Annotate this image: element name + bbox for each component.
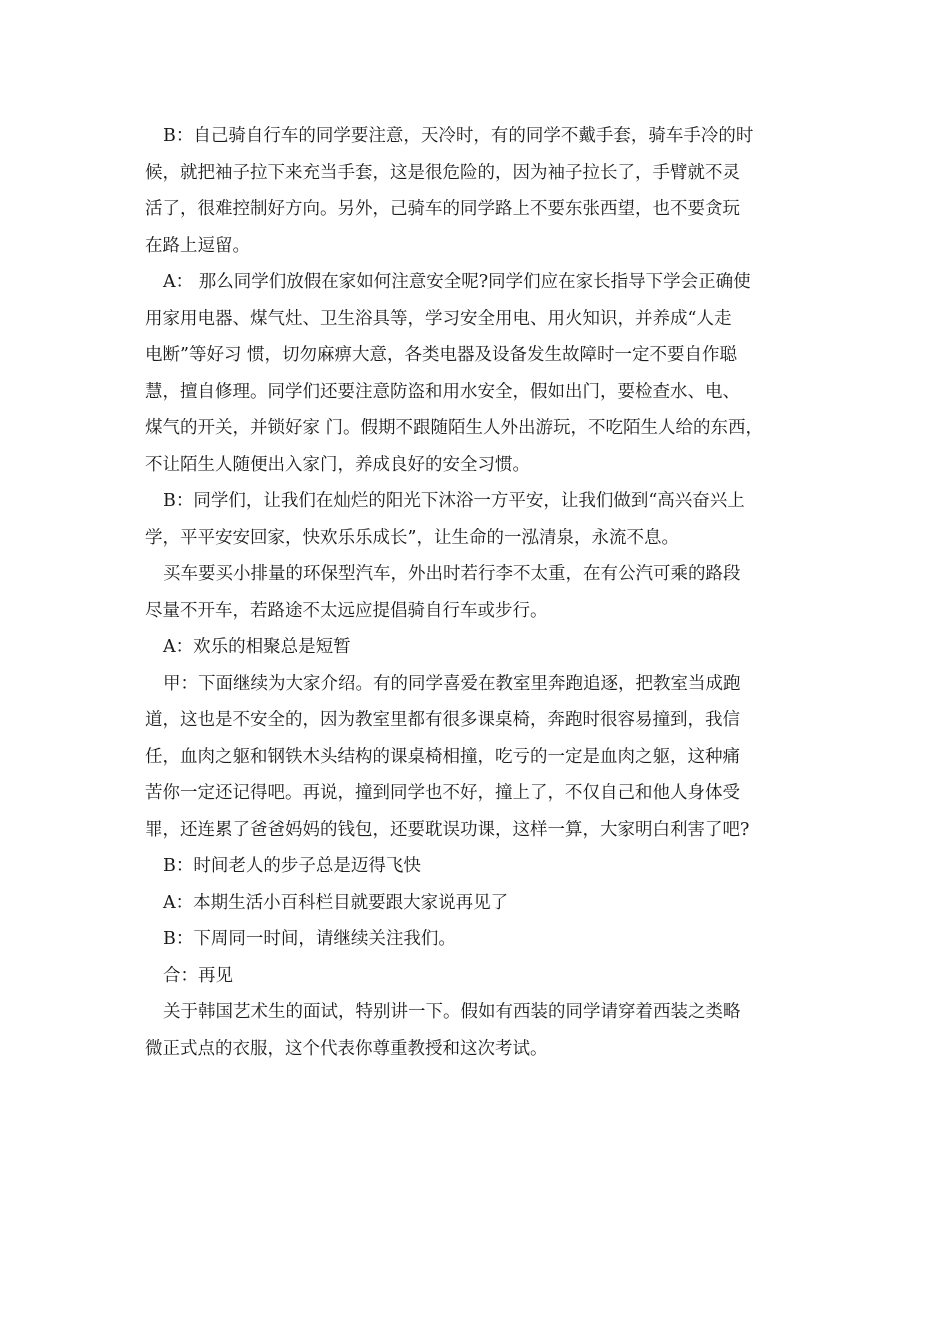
paragraph-line: B：时间老人的步子总是迈得飞快 (163, 856, 421, 876)
document-body (145, 118, 815, 1067)
paragraph-line: 尽量不开车，若路途不太远应提倡骑自行车或步行。 (145, 600, 548, 621)
paragraph-line: A：本期生活小百科栏目就要跟大家说再见了 (163, 892, 509, 913)
paragraph-line: 学，平平安安回家，快欢乐乐成长”，让生命的一泓清泉，永流不息。 (145, 527, 679, 548)
paragraph-line: B：同学们，让我们在灿烂的阳光下沐浴一方平安，让我们做到“高兴奋兴上 (163, 491, 745, 511)
paragraph-line: 甲：下面继续为大家介绍。有的同学喜爱在教室里奔跑追逐，把教室当成跑 (163, 673, 741, 694)
paragraph-line: 关于韩国艺术生的面试，特别讲一下。假如有西装的同学请穿着西装之类略 (163, 1002, 741, 1022)
paragraph-line: 候，就把袖子拉下来充当手套，这是很危险的，因为袖子拉长了，手臂就不灵 (145, 162, 740, 183)
paragraph-line: B：下周同一时间，请继续关注我们。 (163, 929, 456, 949)
paragraph-line: 合：再见 (163, 965, 233, 986)
paragraph-line: 买车要买小排量的环保型汽车，外出时若行李不太重，在有公汽可乘的路段 (163, 564, 741, 584)
paragraph-line: 任，血肉之躯和钢铁木头结构的课桌椅相撞，吃亏的一定是血肉之躯，这种痛 (145, 746, 740, 767)
paragraph-line: 活了，很难控制好方向。另外，己骑车的同学路上不要东张西望，也不要贪玩 (145, 199, 740, 219)
paragraph-line: B：自己骑自行车的同学要注意，天冷时，有的同学不戴手套，骑车手冷的时 (163, 126, 754, 146)
paragraph-line: A：欢乐的相聚总是短暂 (163, 637, 351, 657)
paragraph-line: 在路上逗留。 (145, 235, 250, 256)
paragraph-line: 罪，还连累了爸爸妈妈的钱包，还要耽误功课，这样一算，大家明白利害了吧? (145, 819, 750, 840)
paragraph-line: 煤气的开关，并锁好家 门。假期不跟随陌生人外出游玩，不吃陌生人给的东西， (145, 418, 764, 438)
paragraph-line: 道，这也是不安全的，因为教室里都有很多课桌椅，奔跑时很容易撞到，我信 (145, 710, 740, 730)
paragraph-line: 用家用电器、煤气灶、卫生浴具等，学习安全用电、用火知识，并养成“人走 (145, 308, 732, 329)
paragraph-line: 苦你一定还记得吧。再说，撞到同学也不好，撞上了，不仅自己和他人身体受 (145, 783, 740, 803)
paragraph-line: 微正式点的衣服，这个代表你尊重教授和这次考试。 (145, 1038, 548, 1059)
paragraph-line: A： 那么同学们放假在家如何注意安全呢?同学们应在家长指导下学会正确使 (163, 272, 751, 292)
paragraph-line: 电断”等好习 惯，切勿麻痹大意，各类电器及设备发生故障时一定不要自作聪 (145, 345, 738, 365)
paragraph-line: 不让陌生人随便出入家门，养成良好的安全习惯。 (145, 454, 530, 475)
paragraph-line: 慧，擅自修理。同学们还要注意防盗和用水安全，假如出门，要检查水、电、 (145, 381, 740, 402)
